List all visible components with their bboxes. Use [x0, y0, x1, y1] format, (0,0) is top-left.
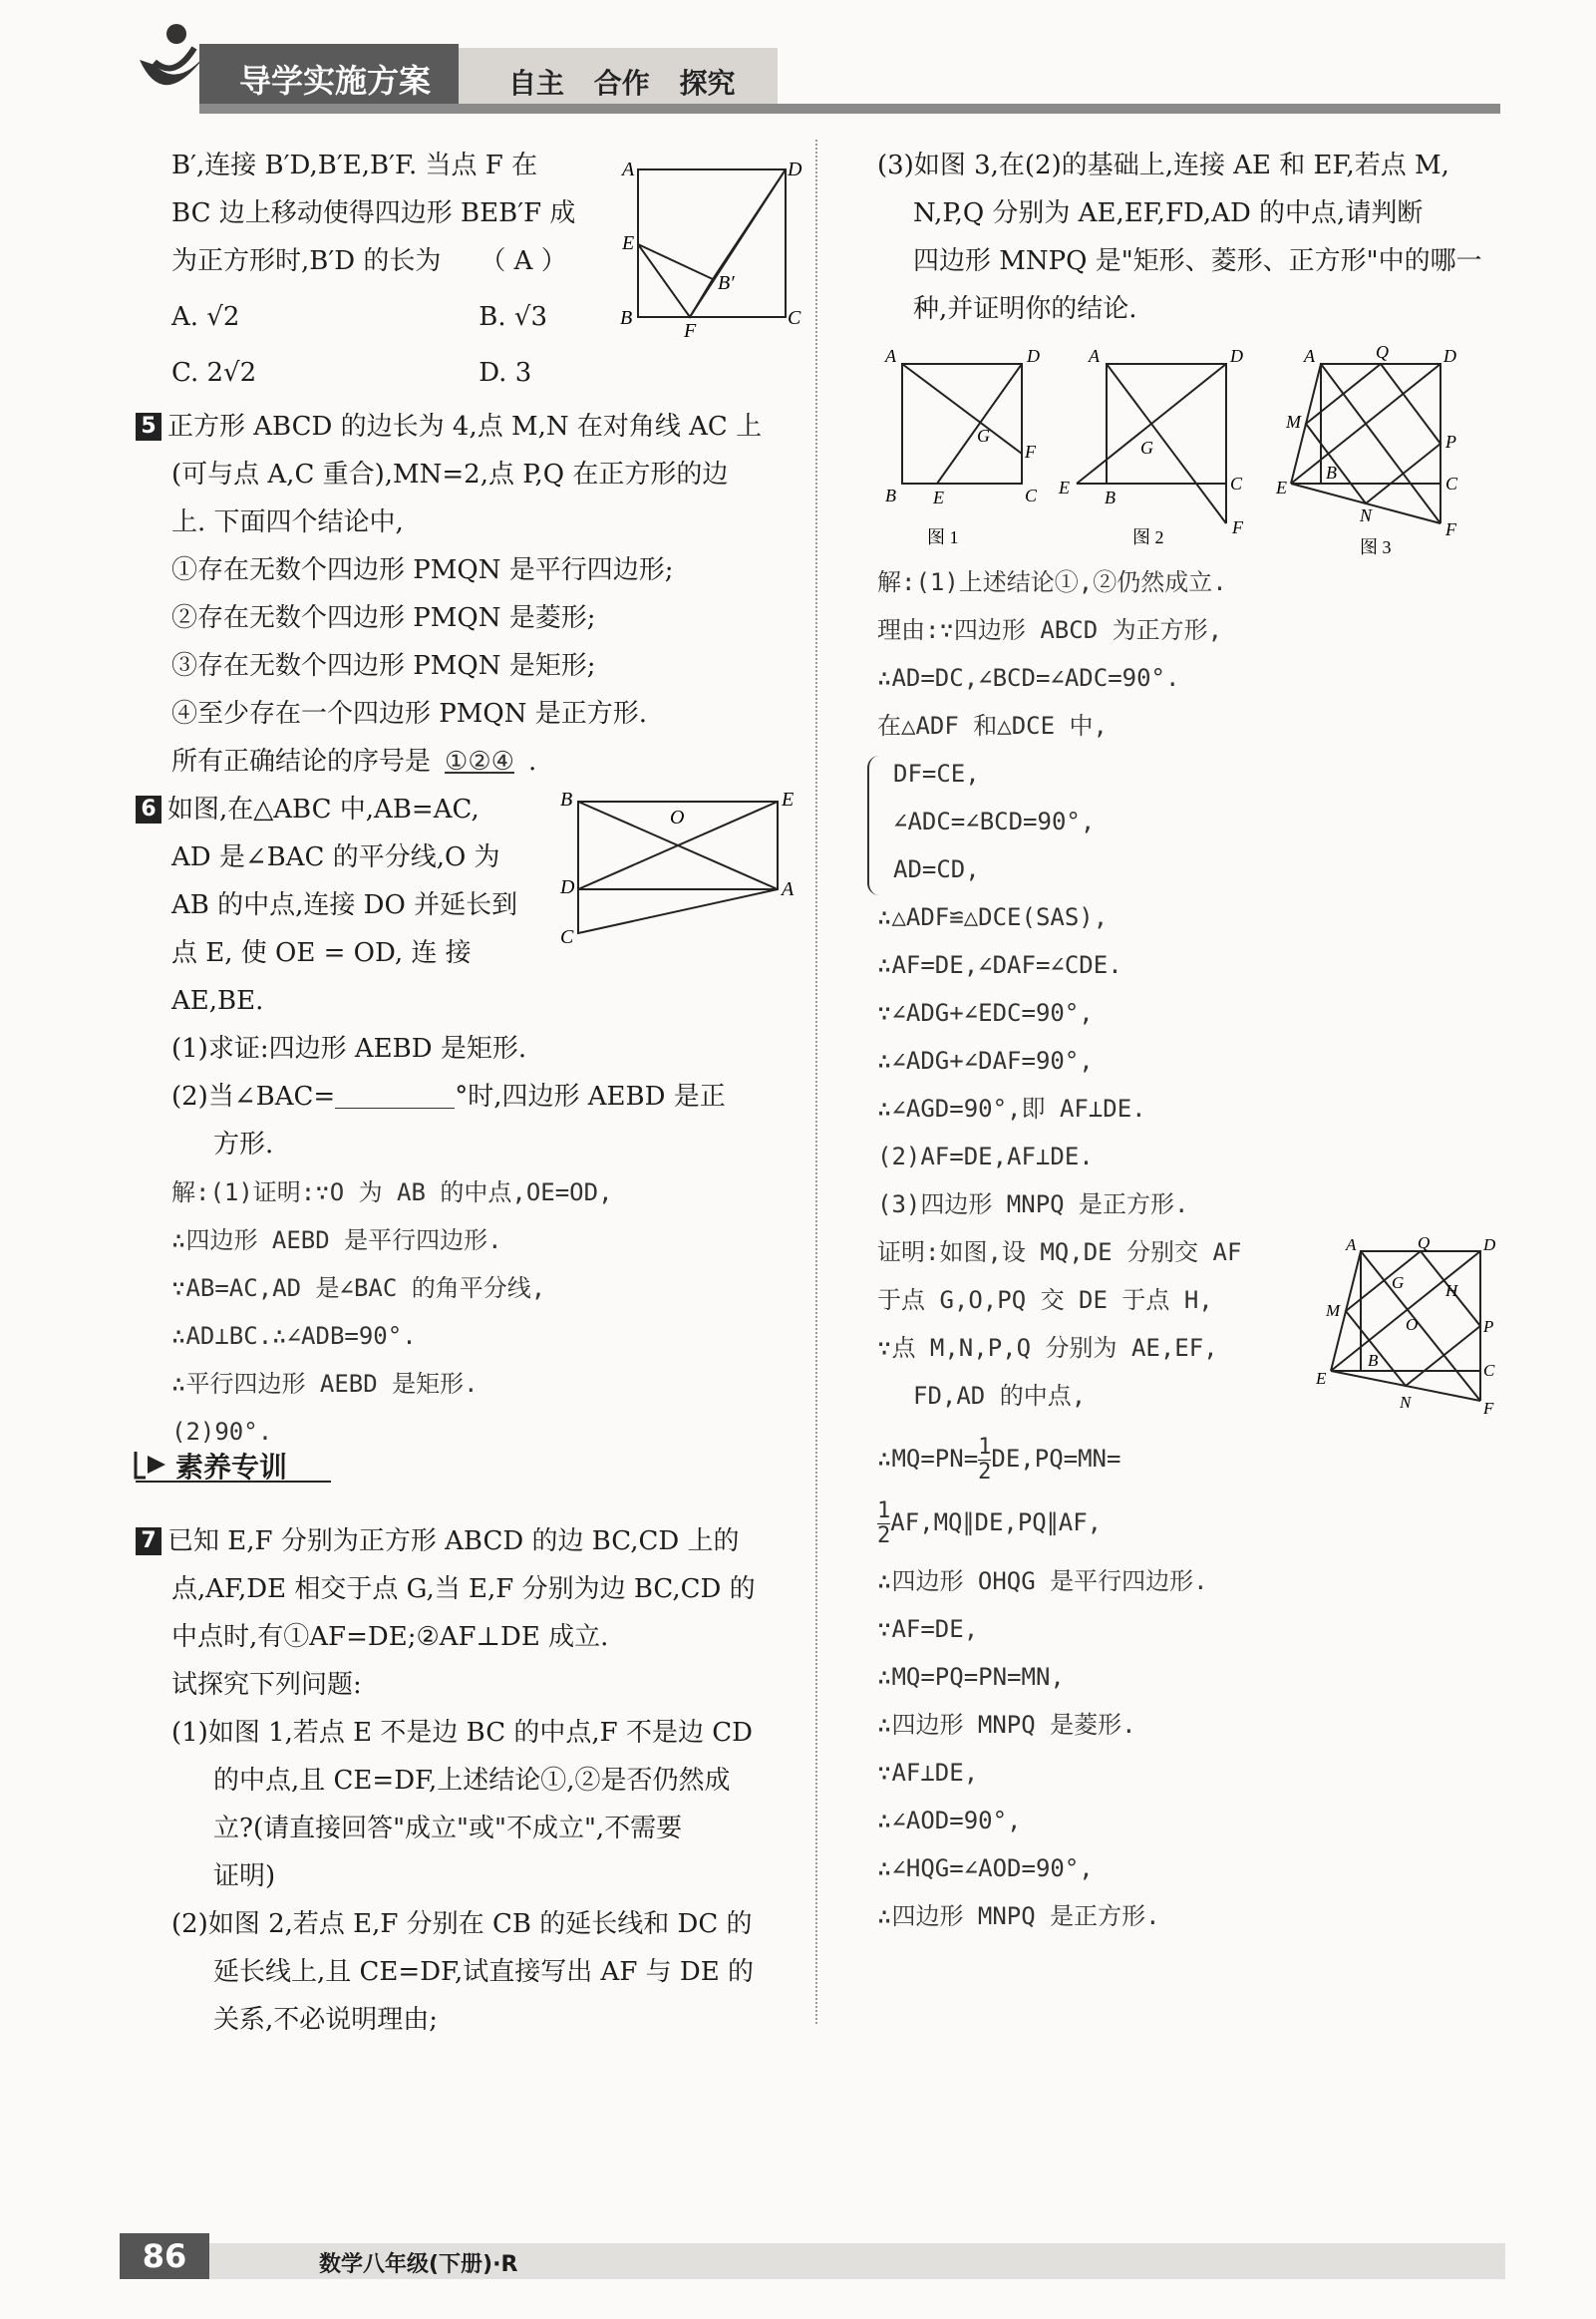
section-title: 素养专训 — [175, 1451, 288, 1484]
q7-number: 7 — [136, 1527, 161, 1555]
header-subtitle: 自主 合作 探究 — [508, 67, 736, 100]
q7-solution: 解:(1)上述结论①,②仍然成立. 理由:∵四边形 ABCD 为正方形, ∴AD=DC,∠BCD=∠ADC=90°. 在△ADF 和△DCE 中, DF=CE, ∠ADC=∠BCD=90°, AD=CD, ∴△ADF≌△DCE(SAS), ∴AF=DE,∠DAF=∠CDE. ∵∠ADG+∠EDC=90°, ∴∠ADG+∠DAF=90°, ∴∠AGD=90°,即 AF⊥DE. (2)AF=DE,AF⊥DE. (3)四边形 MNPQ 是正方形. 证明:如图,设 MQ,DE 分别交 AF 于点 G,O,PQ 交 DE 于点 H, ∵点 M,N,P,Q 分别为 AE,EF, FD,AD 的中点, ∴MQ=PN= $\frac{1}{2}$ DE,PQ=MN= $\frac{1}{2}$ AF,MQ∥DE,PQ∥AF, ∴四边形 OHQG 是平行四边形. ∵AF=DE, ∴MQ=PQ=PN=MN, ∴四边形 MNPQ 是菱形. ∵AF⊥DE, ∴∠AOD=90°, ∴∠HQG=∠AOD=90°, ∴四边形 MNPQ 是正方形. — [877, 558, 1505, 1940]
right-column — [877, 142, 1505, 333]
svg-text:F: F — [1232, 517, 1243, 537]
svg-text:D: D — [560, 876, 575, 898]
solution-line: ∴∠HQG=∠AOD=90°, — [877, 1854, 1094, 1882]
q4-line: B′,连接 B′D,B′E,B′F. 当点 F 在 — [171, 151, 538, 180]
q6-line: 如图,在△ABC 中,AB=AC, — [167, 795, 479, 825]
svg-text:N: N — [1360, 505, 1373, 525]
q7-line: 已知 E,F 分别为正方形 ABCD 的边 BC,CD 上的 — [167, 1526, 740, 1556]
svg-text:C: C — [1230, 474, 1243, 494]
solution-line: ∵∠ADG+∠EDC=90°, — [877, 999, 1094, 1027]
q4-option-d: D. 3 — [479, 358, 532, 388]
solution-line: ∴四边形 OHQG 是平行四边形. — [877, 1567, 1208, 1595]
svg-text:A: A — [1304, 346, 1315, 366]
q6-sub2: (2)当∠BAC= — [171, 1082, 336, 1112]
svg-text:E: E — [1059, 478, 1070, 497]
svg-text:B: B — [620, 307, 633, 329]
svg-text:E: E — [782, 789, 795, 811]
svg-text:Q: Q — [1376, 342, 1389, 362]
q5-line: ③存在无数个四边形 PMQN 是矩形; — [171, 651, 596, 681]
fraction: $\frac{1}{2}$ — [978, 1434, 992, 1485]
svg-text:D: D — [1443, 346, 1456, 366]
svg-text:B: B — [1326, 463, 1337, 483]
svg-text:G: G — [1140, 438, 1153, 458]
svg-text:B′: B′ — [718, 272, 735, 294]
svg-text:E: E — [1316, 1369, 1327, 1388]
svg-text:A: A — [622, 159, 635, 180]
svg-text:P: P — [1483, 1317, 1494, 1336]
q4-line: BC 边上移动使得四边形 BEB′F 成 — [171, 198, 576, 228]
solution-line: ∵AF=DE, — [877, 1615, 979, 1643]
book-title: 数学八年级(下册)·R — [319, 2252, 518, 2277]
solution-line: ∵AF⊥DE, — [877, 1759, 979, 1787]
solution-line: 在△ADF 和△DCE 中, — [877, 712, 1108, 740]
svg-text:M: M — [1286, 412, 1301, 432]
q7-sub1: 的中点,且 CE=DF,上述结论①,②是否仍然成 — [213, 1766, 731, 1796]
solution-line: (2)AF=DE,AF⊥DE. — [877, 1143, 1094, 1170]
q4-figure — [618, 159, 802, 342]
svg-text:G: G — [977, 426, 990, 446]
q5-number: 5 — [136, 413, 161, 441]
q6-solution-line: ∴四边形 AEBD 是平行四边形. — [171, 1226, 502, 1254]
svg-text:B: B — [1368, 1351, 1379, 1370]
q7-sub3: (3)如图 3,在(2)的基础上,连接 AE 和 EF,若点 M, — [877, 151, 1449, 180]
svg-text:O: O — [1406, 1315, 1419, 1334]
svg-text:F: F — [1483, 1399, 1494, 1418]
section-heading — [132, 1444, 341, 1486]
svg-text:C: C — [1483, 1361, 1495, 1380]
svg-text:N: N — [1400, 1393, 1412, 1412]
svg-text:D: D — [1230, 346, 1243, 366]
svg-text:G: G — [1392, 1273, 1405, 1292]
q6-line: 点 E, 使 OE = OD, 连 接 — [171, 938, 472, 968]
q7-sub1: (1)如图 1,若点 E 不是边 BC 的中点,F 不是边 CD — [171, 1718, 753, 1748]
q6-sub2-cont: 方形. — [213, 1130, 274, 1160]
svg-text:B: B — [560, 789, 573, 811]
svg-text:D: D — [1483, 1235, 1496, 1254]
svg-text:P: P — [1445, 432, 1456, 452]
svg-text:A: A — [1089, 346, 1100, 366]
q5-line: ②存在无数个四边形 PMQN 是菱形; — [171, 603, 596, 633]
q5-answer: ①②④ — [445, 747, 514, 777]
q7-sub3: 四边形 MNPQ 是"矩形、菱形、正方形"中的哪一 — [913, 246, 1482, 276]
svg-text:A: A — [782, 878, 795, 900]
proof-line: FD,AD 的中点, — [913, 1382, 1087, 1410]
brace-line: AD=CD, — [893, 855, 980, 883]
svg-text:C: C — [1025, 486, 1038, 505]
q7-sub1: 证明) — [213, 1861, 276, 1891]
svg-text:B: B — [1105, 488, 1116, 507]
solution-line: ∴∠AOD=90°, — [877, 1807, 1022, 1834]
q7-figures — [877, 344, 1495, 563]
solution-line: ∴∠ADG+∠DAF=90°, — [877, 1047, 1094, 1075]
q6-number: 6 — [136, 796, 161, 824]
fraction: $\frac{1}{2}$ — [877, 1497, 891, 1548]
solution-line: ∴四边形 MNPQ 是菱形. — [877, 1711, 1136, 1739]
proof-line: ∵点 M,N,P,Q 分别为 AE,EF, — [877, 1334, 1218, 1362]
proof-line: 证明:如图,设 MQ,DE 分别交 AF — [877, 1238, 1242, 1266]
figure-caption: 图 3 — [1360, 537, 1392, 557]
svg-text:M: M — [1326, 1301, 1341, 1320]
q6-sub1: (1)求证:四边形 AEBD 是矩形. — [171, 1034, 527, 1064]
q7-line: 中点时,有①AF=DE;②AF⊥DE 成立. — [171, 1622, 609, 1652]
svg-text:Q: Q — [1418, 1233, 1431, 1252]
svg-text:C: C — [560, 926, 574, 948]
svg-text:F: F — [1025, 442, 1036, 462]
svg-text:F: F — [684, 320, 697, 342]
q6-solution-line: ∴AD⊥BC.∴∠ADB=90°. — [171, 1322, 417, 1350]
solution-line: ∴四边形 MNPQ 是正方形. — [877, 1902, 1160, 1930]
q4-line: 为正方形时,B′D 的长为 （ A ） — [171, 246, 567, 276]
svg-text:E: E — [622, 232, 635, 254]
q7-line: 试探究下列问题: — [171, 1670, 362, 1700]
left-column: B′,连接 B′D,B′E,B′F. 当点 F 在 BC 边上移动使得四边形 BEB′F 成 为正方形时,B′D 的长为 （ A ） A. √2 B. √3 C. 2√2 D. 3 5 正方形 ABCD 的边长为 4,点 M,N 在对角线 AC 上 (可与点 A,C 重合),MN=2,点 P,Q 在正方形的边 上. 下面四个结论中, ①存在无数个四边形 PMQN 是平行四边形; ②存在无数个四边形 PMQN 是菱形; ③存在无数个四边形 PMQN 是矩形; ④至少存在一个四边形 PMQN 是正方形. 所有正确结论的序号是 ①②④ . 6 如图,在△ABC 中,AB=AC, AD 是∠BAC 的平分线,O 为 AB 的中点,连接 DO 并延长到 点 E, 使 OE = OD, 连 接 AE,BE. (1)求证:四边形 AEBD 是矩形. (2)当∠BAC= °时,四边形 AEBD 是正 方形. 解:(1)证明:∵O 为 AB 的中点,OE=OD, ∴四边形 AEBD 是平行四边形. ∵AB=AC,AD 是∠BAC 的角平分线, ∴AD⊥BC.∴∠ADB=90°. ∴平行四边形 AEBD 是矩形. (2)90°. 7 已知 E,F 分别为正方形 ABCD 的边 BC,CD 上的 点,AF,DE 相交于点 G,当 E,F 分别为边 BC,CD 的 中点时,有①AF=DE;②AF⊥DE 成立. 试探究下列问题: (1)如图 1,若点 E 不是边 BC 的中点,F 不是边 CD 的中点,且 CE=DF,上述结论①,②是否仍然成 立?(请直接回答"成立"或"不成立",不需要 证明) (2)如图 2,若点 E,F 分别在 CB 的延长线和 DC 的 延长线上,且 CE=DF,试直接写出 AF 与 DE 的 关系,不必说明理由; — [136, 142, 794, 2044]
solution-line: 理由:∵四边形 ABCD 为正方形, — [877, 616, 1223, 644]
q5-line: (可与点 A,C 重合),MN=2,点 P,Q 在正方形的边 — [171, 460, 729, 490]
svg-text:D: D — [1027, 346, 1040, 366]
brace-line: DF=CE, — [893, 760, 980, 788]
svg-text:A: A — [1346, 1235, 1357, 1254]
svg-text:B: B — [885, 486, 896, 505]
figure-caption: 图 1 — [927, 527, 959, 547]
brace-group — [877, 750, 1505, 893]
solution-line: ∴△ADF≌△DCE(SAS), — [877, 903, 1109, 931]
solution-line: ∴AD=DC,∠BCD=∠ADC=90°. — [877, 664, 1180, 692]
svg-text:C: C — [1445, 474, 1458, 494]
q6-line: AB 的中点,连接 DO 并延长到 — [171, 890, 518, 920]
svg-text:E: E — [1276, 478, 1287, 497]
page-number: 86 — [120, 2233, 209, 2279]
q6-line: AE,BE. — [171, 986, 264, 1016]
svg-text:O: O — [670, 807, 685, 828]
q5-line: 正方形 ABCD 的边长为 4,点 M,N 在对角线 AC 上 — [167, 412, 763, 442]
proof-line: 于点 G,O,PQ 交 DE 于点 H, — [877, 1286, 1213, 1314]
solution-line: (3)四边形 MNPQ 是正方形. — [877, 1190, 1189, 1218]
q6-solution-line: ∴平行四边形 AEBD 是矩形. — [171, 1370, 479, 1398]
q7-sub3: N,P,Q 分别为 AE,EF,FD,AD 的中点,请判断 — [913, 198, 1424, 228]
q5-line: ④至少存在一个四边形 PMQN 是正方形. — [171, 699, 647, 729]
q6-line: AD 是∠BAC 的平分线,O 为 — [171, 842, 500, 872]
solution-line: ∴MQ=PQ=PN=MN, — [877, 1663, 1065, 1691]
solution-line: ∴AF=DE,∠DAF=∠CDE. — [877, 951, 1122, 979]
page-header — [0, 0, 1596, 130]
solution-line: ∴∠AGD=90°,即 AF⊥DE. — [877, 1095, 1146, 1123]
q6-figure — [558, 784, 798, 953]
svg-text:C: C — [788, 307, 801, 329]
svg-text:A: A — [885, 346, 896, 366]
q5-prompt: 所有正确结论的序号是 — [171, 747, 432, 777]
solution-line: 解:(1)上述结论①,②仍然成立. — [877, 568, 1227, 596]
q7-sub3: 种,并证明你的结论. — [913, 294, 1137, 324]
q5-line: 上. 下面四个结论中, — [171, 507, 404, 537]
q6-answer-blank — [335, 1080, 455, 1109]
svg-text:D: D — [788, 159, 802, 180]
frac-line: ∴MQ=PN= — [877, 1445, 979, 1473]
proof-figure — [1316, 1233, 1505, 1418]
q4-option-b: B. √3 — [479, 302, 548, 332]
q7-sub2: (2)如图 2,若点 E,F 分别在 CB 的延长线和 DC 的 — [171, 1909, 753, 1939]
q5-line: ①存在无数个四边形 PMQN 是平行四边形; — [171, 555, 674, 585]
brace-line: ∠ADC=∠BCD=90°, — [893, 808, 1096, 835]
q4-option-c: C. 2√2 — [171, 358, 257, 388]
svg-text:E: E — [933, 488, 944, 507]
svg-text:F: F — [1445, 519, 1456, 539]
frac-line: AF,MQ∥DE,PQ∥AF, — [890, 1508, 1103, 1536]
figure-caption: 图 2 — [1132, 527, 1164, 547]
column-divider — [815, 140, 817, 2024]
q6-solution-line: 解:(1)证明:∵O 为 AB 的中点,OE=OD, — [171, 1178, 613, 1206]
svg-text:H: H — [1445, 1281, 1458, 1300]
q7-sub2: 延长线上,且 CE=DF,试直接写出 AF 与 DE 的 — [213, 1957, 754, 1987]
header-title: 导学实施方案 — [239, 62, 432, 100]
q4-option-a: A. √2 — [171, 302, 240, 332]
q7-sub1: 立?(请直接回答"成立"或"不成立",不需要 — [213, 1814, 683, 1843]
q7-line: 点,AF,DE 相交于点 G,当 E,F 分别为边 BC,CD 的 — [171, 1574, 756, 1604]
q6-solution-line: (2)90°. — [171, 1418, 273, 1446]
q7-sub2: 关系,不必说明理由; — [213, 2005, 439, 2035]
q6-solution-line: ∵AB=AC,AD 是∠BAC 的角平分线, — [171, 1274, 546, 1302]
